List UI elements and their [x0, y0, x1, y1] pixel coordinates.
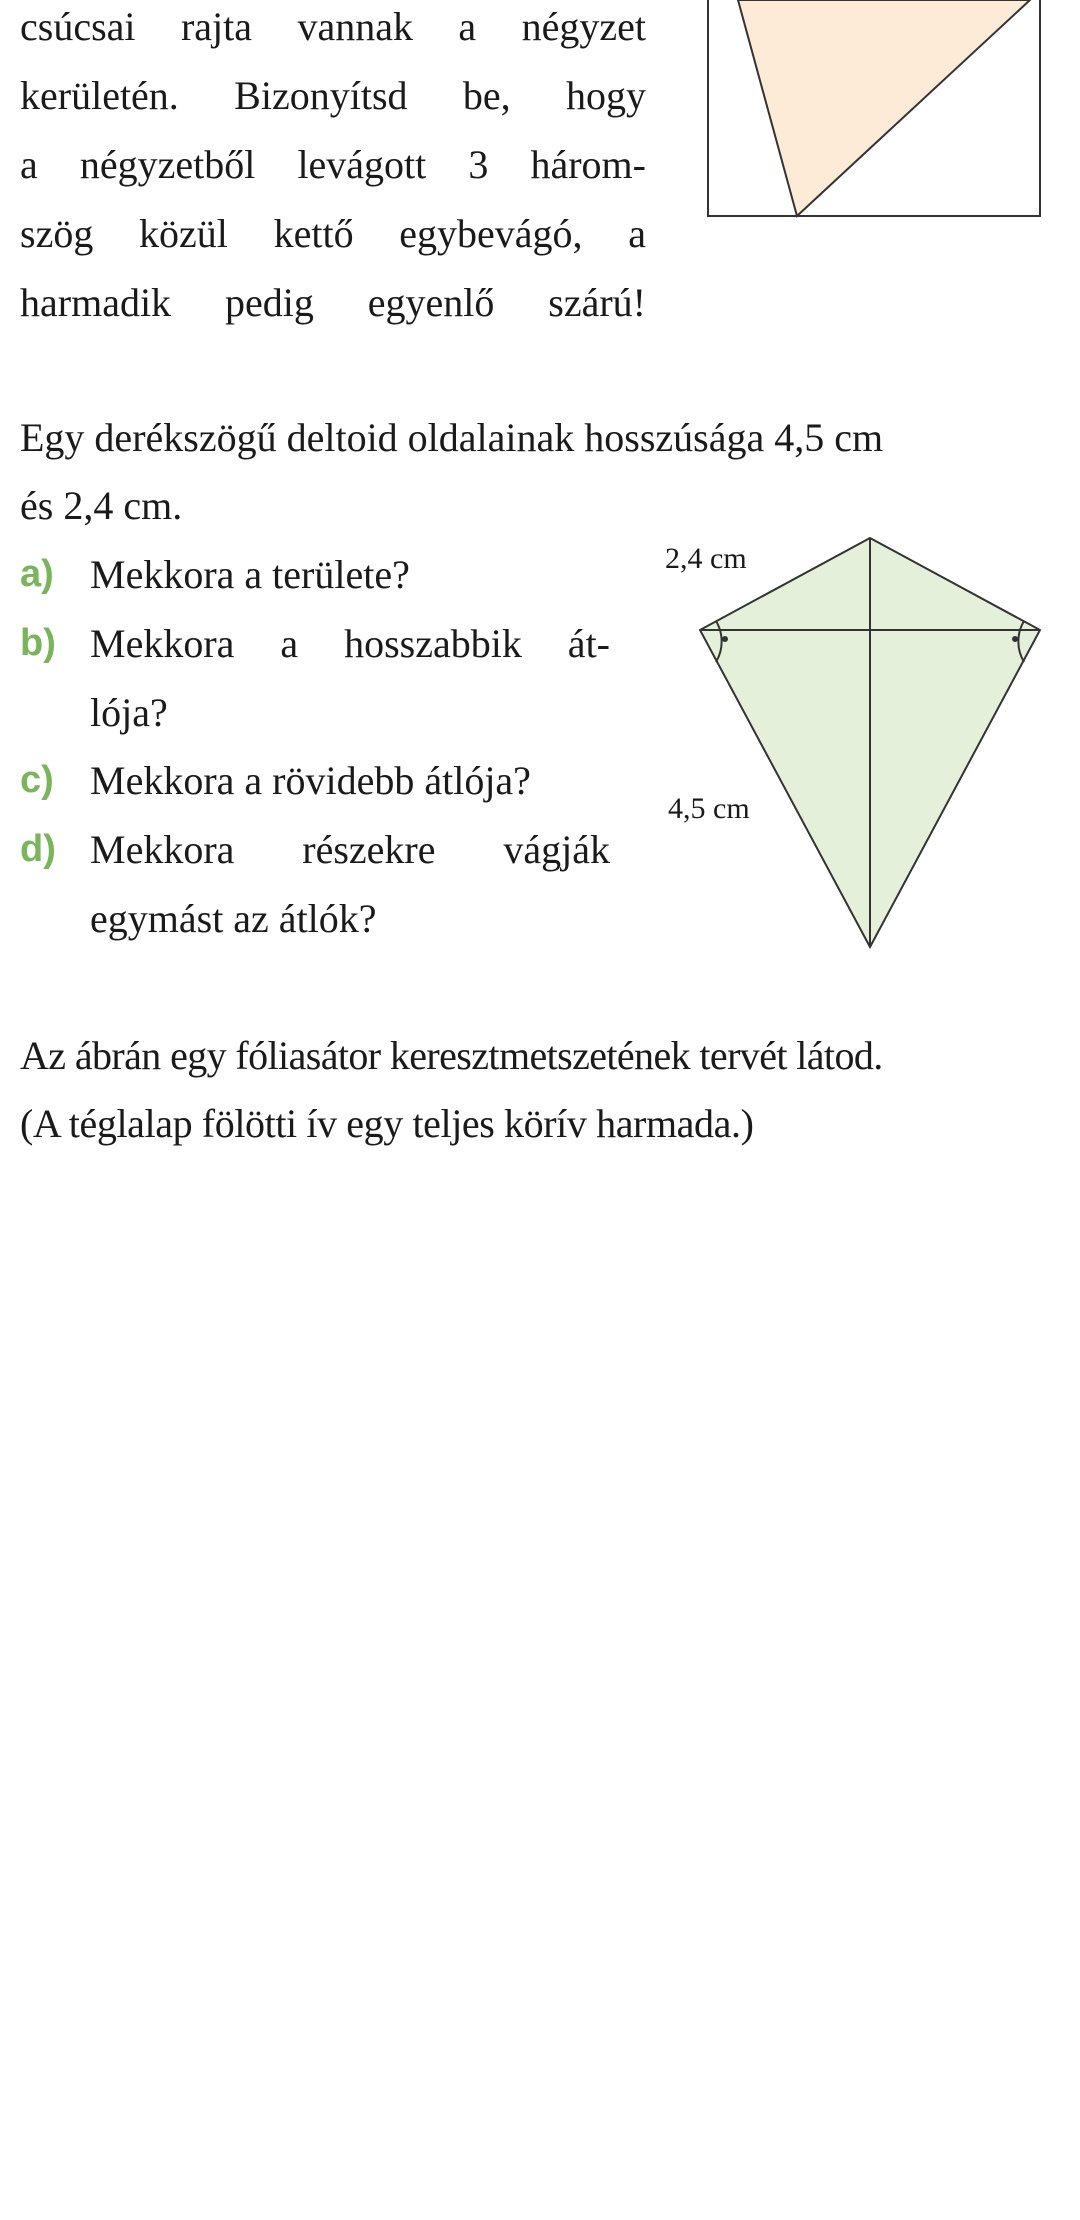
option-c-letter: c) — [20, 759, 54, 801]
problem1-line: harmadik pedig egyenlő szárú! — [20, 280, 646, 325]
option-d-letter: d) — [20, 828, 56, 870]
problem3-line1: Az ábrán egy fóliasátor keresztmetszetének tervét látod. — [20, 1033, 883, 1078]
option-b-text-line1: Mekkora a hosszabbik át- — [90, 621, 610, 666]
right-angle-dot-right — [1012, 636, 1018, 642]
option-a-letter: a) — [20, 553, 54, 595]
problem1-line: szög közül kettő egybevágó, a — [20, 211, 646, 256]
label-long-side: 4,5 cm — [668, 792, 750, 825]
option-c-text: Mekkora a rövidebb átlója? — [90, 758, 531, 803]
problem3-line2: (A téglalap fölötti ív egy teljes körív harmada.) — [20, 1101, 754, 1146]
option-b-text-line2: lója? — [90, 690, 168, 735]
problem2-intro-line1: Egy derékszögű deltoid oldalainak hosszúsága 4,5 cm — [20, 415, 884, 460]
kite-figure — [0, 0, 1080, 1000]
label-short-side: 2,4 cm — [665, 542, 747, 575]
option-b-letter: b) — [20, 622, 56, 664]
problem1-line: a négyzetből levágott 3 három- — [20, 142, 646, 187]
option-d-text-line1: Mekkora részekre vágják — [90, 827, 610, 872]
right-angle-dot-left — [722, 636, 728, 642]
problem2-intro-line2: és 2,4 cm. — [20, 483, 183, 528]
problem1-line: kerületén. Bizonyítsd be, hogy — [20, 73, 646, 118]
problem1-line: csúcsai rajta vannak a négyzet — [20, 4, 646, 49]
option-a-text: Mekkora a területe? — [90, 552, 410, 597]
option-d-text-line2: egymást az átlók? — [90, 896, 377, 941]
